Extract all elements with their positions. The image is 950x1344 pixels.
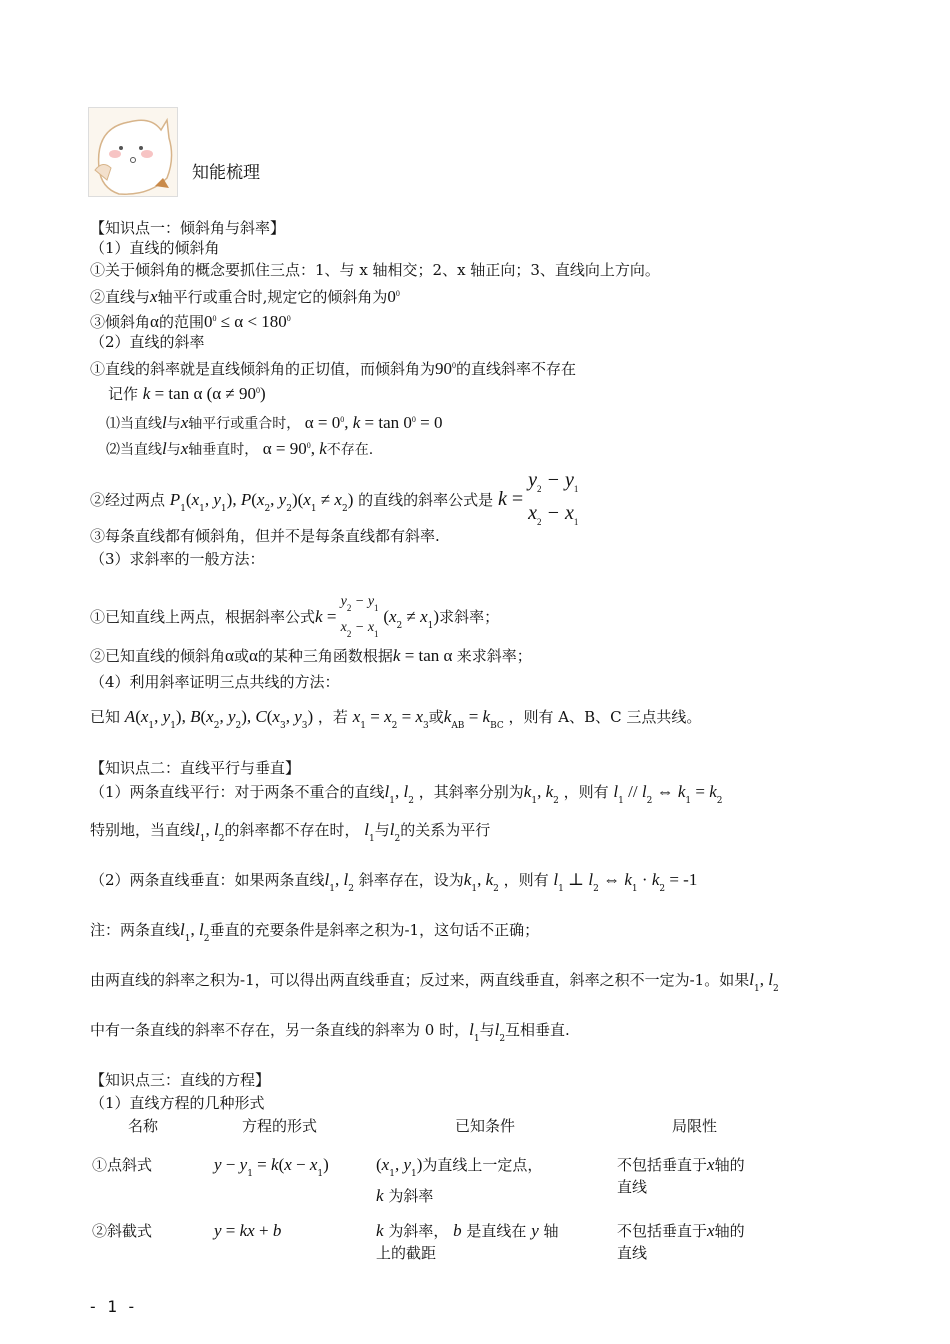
table-row-name: ①点斜式 <box>92 1156 153 1174</box>
table-row-condition: ($x_1$, $y_1$)为直线上一定点， k 为斜率 <box>376 1155 543 1205</box>
table-row-limitation: 不包括垂直于x轴的 直线 <box>617 1221 745 1262</box>
paragraph: ①已知直线上两点，根据斜率公式k = $y_2 - y_1$ $x_2 - x_1$ $(x_2 \ne x_1)$求斜率； <box>90 594 500 639</box>
table-header-name: 名称 <box>128 1117 159 1135</box>
paragraph: 特别地，当直线$l_1$, $l_2$的斜率都不存在时， $l_1$与$l_2$的关系为平行 <box>90 820 491 844</box>
paragraph: 由两直线的斜率之积为-1，可以得出两直线垂直；反过来，两直线垂直，斜率之积不一定为-1。如果$l_1$, $l_2$ <box>90 970 779 994</box>
paragraph: ②经过两点 $P_1(x_1$, $y_1$), $P(x_2$, $y_2)(x_1 \ne x_2)$ 的直线的斜率公式是 k = $y_2 - y_1$ $x_2 - x_1$ <box>90 469 579 527</box>
paragraph: ③倾斜角α的范围$0^0 \le \alpha < 180^0$ <box>90 312 291 331</box>
section-heading-3: 【知识点三：直线的方程】 <box>90 1071 271 1089</box>
table-row-limitation: 不包括垂直于x轴的 直线 <box>617 1155 745 1196</box>
paragraph: ②直线与x轴平行或重合时,规定它的倾斜角为$0^0$ <box>90 287 400 306</box>
subheading: （3）求斜率的一般方法： <box>90 550 265 568</box>
paragraph: ⑵当直线l与x轴垂直时， $\alpha = 90^0$, k不存在. <box>106 439 374 458</box>
subheading: （2）直线的斜率 <box>90 333 205 351</box>
paragraph: ⑴当直线l与x轴平行或重合时， $\alpha = 0^0$, $k = \tan 0^0 = 0$ <box>106 413 443 432</box>
page-number: - 1 - <box>88 1297 137 1316</box>
paragraph: 已知 $A(x_1$, $y_1$), $B(x_2$, $y_2$), $C(x_3$, $y_3$) ，若 $x_1 = x_2 = x_3$或$k_{AB} = k_{BC}$ ，则有 A、B、C 三点共线。 <box>90 707 702 731</box>
paragraph: 注：两条直线$l_1$, $l_2$垂直的充要条件是斜率之积为-1，这句话不正确； <box>90 920 540 944</box>
subheading: （4）利用斜率证明三点共线的方法： <box>90 673 340 691</box>
paragraph: 中有一条直线的斜率不存在，另一条直线的斜率为 0 时，$l_1$与$l_2$互相垂直. <box>90 1020 570 1044</box>
table-header-form: 方程的形式 <box>242 1117 318 1135</box>
section-heading-2: 【知识点二：直线平行与垂直】 <box>90 759 301 777</box>
table-row-condition: k 为斜率， b 是直线在 y 轴 上的截距 <box>376 1221 559 1262</box>
paragraph: ③每条直线都有倾斜角，但并不是每条直线都有斜率. <box>90 527 440 545</box>
page-title: 知能梳理 <box>192 163 260 183</box>
table-row-formula: $y - y_1 = k(x - x_1)$ <box>214 1155 329 1179</box>
table-row-formula: y = kx + b <box>214 1221 282 1240</box>
subheading: （1）直线的倾斜角 <box>90 239 220 257</box>
table-header-condition: 已知条件 <box>455 1117 516 1135</box>
section-heading-1: 【知识点一：倾斜角与斜率】 <box>90 219 286 237</box>
paragraph: ②已知直线的倾斜角α或α的某种三角函数根据k = tan α 来求斜率； <box>90 646 532 665</box>
paragraph: 记作 k = tan α $(\alpha \ne 90^0)$ <box>108 384 266 403</box>
paragraph: （1）两条直线平行：对于两条不重合的直线$l_1$, $l_2$ ，其斜率分别为$k_1$, $k_2$ ，则有 $l_1 // l_2$ ⇔ $k_1 = k_2$ <box>90 782 723 806</box>
paragraph: ①直线的斜率就是直线倾斜角的正切值，而倾斜角为$90^0$的直线斜率不存在 <box>90 359 577 378</box>
cartoon-avatar-image <box>88 107 178 197</box>
subheading: （1）直线方程的几种形式 <box>90 1094 265 1112</box>
paragraph: ①关于倾斜角的概念要抓住三点：1、与 x 轴相交；2、x 轴正向；3、直线向上方向。 <box>90 261 660 279</box>
paragraph: （2）两条直线垂直：如果两条直线$l_1$, $l_2$ 斜率存在，设为$k_1$, $k_2$ ，则有 $l_1$ ⊥ $l_2$ ⇔ $k_1 \cdot k_2 = -1$ <box>90 870 698 894</box>
table-header-limitation: 局限性 <box>672 1117 718 1135</box>
table-row-name: ②斜截式 <box>92 1222 153 1240</box>
